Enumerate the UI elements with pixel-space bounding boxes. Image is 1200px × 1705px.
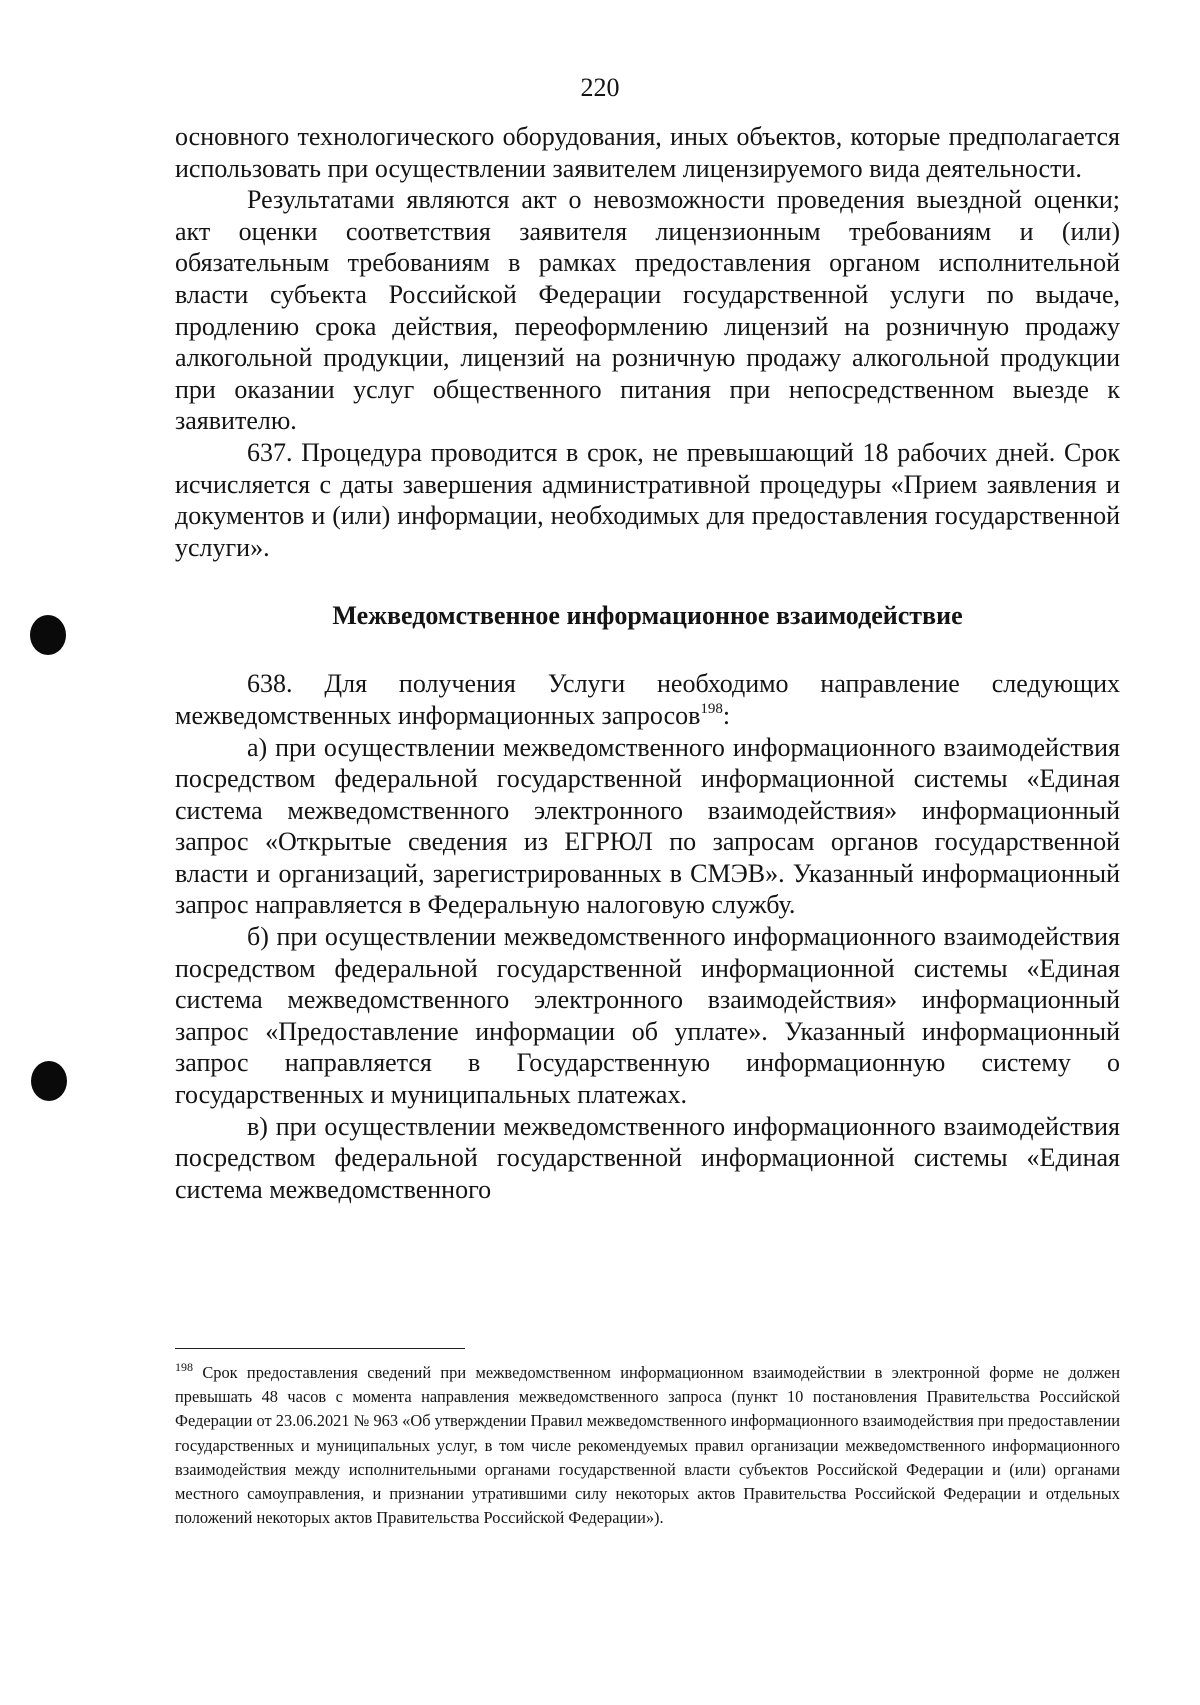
paragraph-638 (175, 668, 1120, 731)
paragraph-item-a: а) при осуществлении межведомственного информационного взаимодействия посредством федеральной государственной информационной системы «Единая система межведомственного электронного взаимодействия» информационный запрос «Открытые сведения из ЕГРЮЛ по запросам органов государственной власти и организаций, зарегистрированных в СМЭВ». Указанный информационный запрос направляется в Федеральную налоговую службу. (175, 732, 1120, 920)
footnote (175, 1361, 1120, 1530)
footnote-marker: 198 (175, 1360, 193, 1374)
paragraph-item-b: б) при осуществлении межведомственного информационного взаимодействия посредством федеральной государственной информационной системы «Единая система межведомственного электронного взаимодействия» информационный запрос «Предоставление информации об уплате». Указанный информационный запрос направляется в Государственную информационную систему о государственных и муниципальных платежах. (175, 922, 1120, 1110)
paragraph-638-tail: : (722, 700, 731, 730)
paragraph-item-v: в) при осуществлении межведомственного информационного взаимодействия посредством федеральной государственной информационной системы «Единая система межведомственного (175, 1111, 1120, 1204)
paragraph-results: Результатами являются акт о невозможности проведения выездной оценки; акт оценки соответствия заявителя лицензионным требованиям и (или) обязательным требованиям в рамках предоставления органом исполнительной власти субъекта Российской Федерации государственной услуги по выдаче, продлению срока действия, переоформлению лицензий на розничную продажу алкогольной продукции, лицензий на розничную продажу алкогольной продукции при оказании услуг общественного питания при непосредственном выезде к заявителю. (175, 185, 1120, 436)
punch-hole-mark (31, 1061, 67, 1101)
footnote-text: Срок предоставления сведений при межведомственном информационном взаимодействии в электронной форме не должен превышать 48 часов с момента направления межведомственного запроса (пункт 10 постановления Правительства Российской Федерации от 23.06.2021 № 963 «Об утверждении Правил межведомственного информационного взаимодействия при предоставлении государственных и муниципальных услуг, в том числе рекомендуемых правил организации межведомственного информационного взаимодействия между исполнительными органами государственной власти субъектов Российской Федерации и (или) органами местного самоуправления, и признании утратившими силу некоторых актов Правительства Российской Федерации и отдельных положений некоторых актов Правительства Российской Федерации»). (175, 1363, 1120, 1528)
paragraph-continuation: основного технологического оборудования, иных объектов, которые предполагается использовать при осуществлении заявителем лицензируемого вида деятельности. (175, 122, 1120, 183)
document-body (175, 121, 1120, 1205)
page-number: 220 (580, 73, 620, 102)
footnote-divider (175, 1348, 465, 1349)
footnote-reference[interactable]: 198 (700, 700, 723, 717)
section-heading: Межведомственное информационное взаимодействие (332, 601, 963, 631)
punch-hole-mark (30, 615, 66, 655)
paragraph-637: 637. Процедура проводится в срок, не превышающий 18 рабочих дней. Срок исчисляется с даты завершения административной процедуры «Прием заявления и документов и (или) информации, необходимых для предоставления государственной услуги». (175, 437, 1120, 562)
paragraph-638-text: 638. Для получения Услуги необходимо направление следующих межведомственных информационных запросов (175, 669, 1120, 730)
